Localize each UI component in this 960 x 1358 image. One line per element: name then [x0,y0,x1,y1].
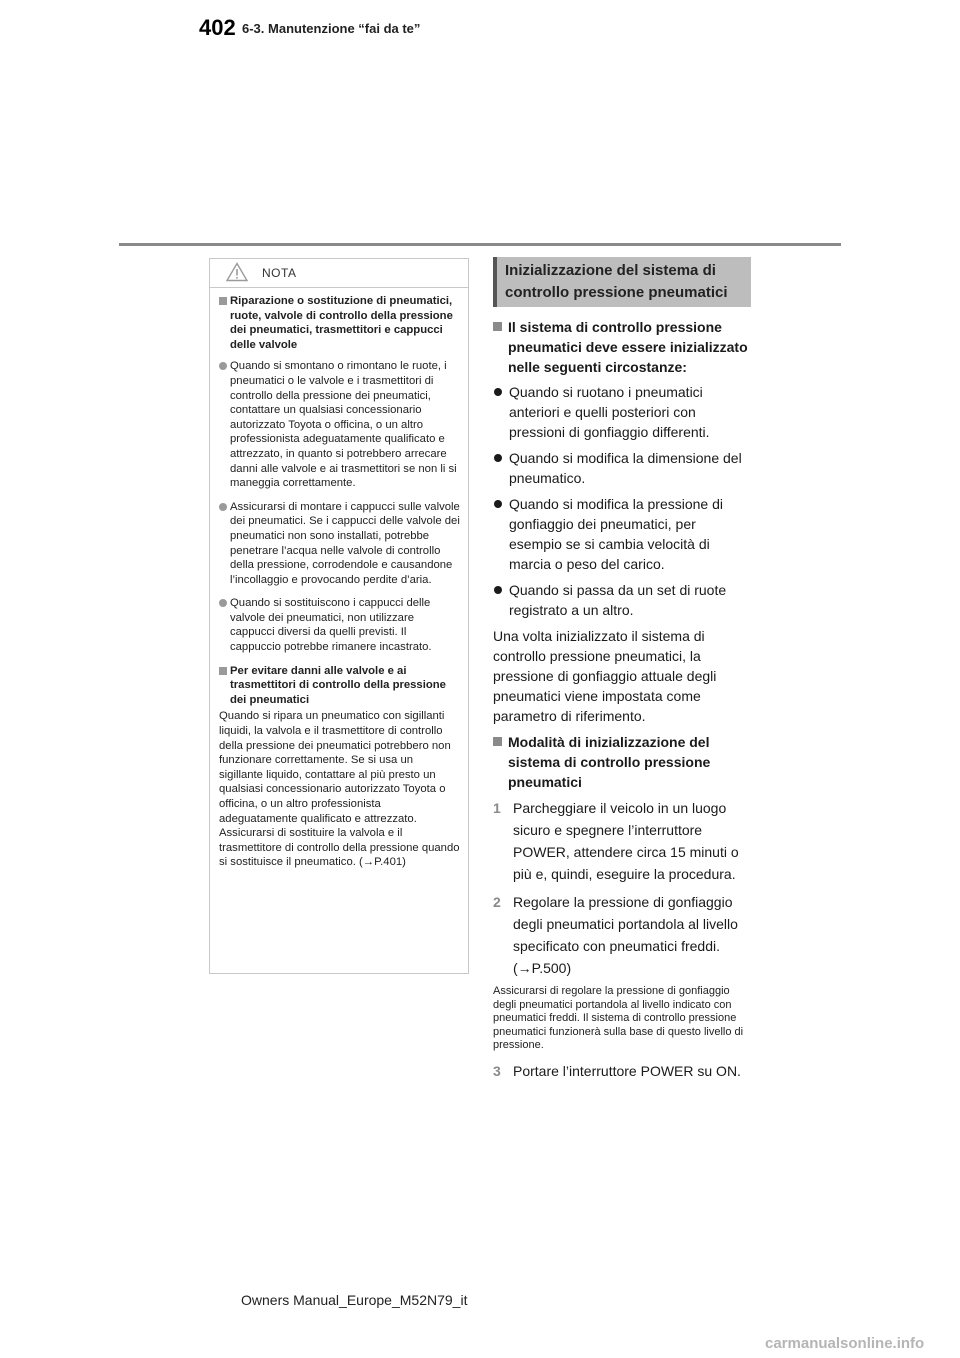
round-bullet-icon [219,503,227,511]
subheading-circumstances: Il sistema di controllo pressione pneumatici deve essere inizializzato nelle seguenti circostanze: [493,317,751,377]
note-heading-repair: Riparazione o sostituzione di pneumatici, ruote, valvole di controllo della pressione dei pneumatici, trasmettitori e cappucci delle valvole [219,294,460,352]
note-bullet: Assicurarsi di montare i cappucci sulle valvole dei pneumatici. Se i cappucci delle valvole dei pneumatici non sono installati, potrebbe penetrare l’acqua nelle valvole di controllo della pressione, corrodendole e causandone l’incollaggio e provocando perdite d’aria. [219,500,460,588]
step-2-note: Assicurarsi di regolare la pressione di gonfiaggio degli pneumatici portandola al livello indicato con pneumatici freddi. Il sistema di controllo pressione pneumatici funzionerà sulla base di questo livello di pressione. [493,985,744,1051]
step-2: 2 Regolare la pressione di gonfiaggio degli pneumatici portandola al livello specificato con pneumatici freddi. (→P.500) [493,894,738,976]
square-bullet-icon [493,322,502,331]
page-number: 402 [199,15,236,40]
list-item: Quando si ruotano i pneumatici anteriori e quelli posteriori con pressioni di gonfiaggio differenti. [493,382,751,442]
note-title: NOTA [262,266,297,280]
footer-manual-id: Owners Manual_Europe_M52N79_it [241,1292,468,1308]
square-bullet-icon [219,297,227,305]
note-bullet: Quando si sostituiscono i cappucci delle valvole dei pneumatici, non utilizzare cappucci diversi da quelli previsti. Il cappuccio potrebbe rimanere incastrato. [219,596,460,654]
round-bullet-icon [494,586,502,594]
warning-triangle-icon [226,262,248,287]
section-body [493,317,751,1082]
round-bullet-icon [494,388,502,396]
list-item: Quando si passa da un set di ruote registrato a un altro. [493,580,751,620]
section-reference: 6-3. Manutenzione “fai da te” [242,21,421,36]
list-item: Quando si modifica la dimensione del pneumatico. [493,448,751,488]
reference-paragraph: Una volta inizializzato il sistema di controllo pressione pneumatici, la pressione di gonfiaggio attuale degli pneumatici viene impostata come parametro di riferimento. [493,628,717,724]
note-header [210,259,468,288]
right-column [493,257,751,1088]
header-rule [119,243,841,246]
round-bullet-icon [219,599,227,607]
note-body [210,288,468,870]
list-item: Quando si modifica la pressione di gonfiaggio dei pneumatici, per esempio se si cambia velocità di marcia o peso del carico. [493,494,751,574]
round-bullet-icon [219,362,227,370]
round-bullet-icon [494,500,502,508]
note-paragraph: Quando si ripara un pneumatico con sigillanti liquidi, la valvola e il trasmettitore di controllo della pressione dei pneumatici potrebbero non funzionare correttamente. Se si usa un sigillante liquido, contattare al più presto un qualsiasi concessionario autorizzato Toyota o officina, o un altro professionista adeguatamente qualificato e attrezzato. Assicurarsi di sostituire la valvola e il trasmettitore di controllo della pressione quando si sostituisce il pneumatico. (→P.401) [219,710,460,869]
subheading-procedure: Modalità di inizializzazione del sistema di controllo pressione pneumatici [493,732,751,792]
note-bullet: Quando si smontano o rimontano le ruote, i pneumatici o le valvole e i trasmettitori di controllo della pressione dei pneumatici, contattare un qualsiasi concessionario autorizzato Toyota o officina, o un altro professionista adeguatamente qualificato e attrezzato, in quanto si potrebbero arrecare danni alle valvole e ai trasmettitori se non li si maneggia correttamente. [219,359,460,490]
title-accent-bar [493,257,497,307]
note-heading-damage: Per evitare danni alle valvole e ai trasmettitori di controllo della pressione dei pneumatici [219,664,460,708]
step-3: 3 Portare l’interruttore POWER su ON. [493,1062,741,1079]
square-bullet-icon [219,667,227,675]
watermark: carmanualsonline.info [765,1335,925,1352]
caution-note-box [209,258,469,974]
section-title: Inizializzazione del sistema di controllo pressione pneumatici [493,257,751,307]
step-1: 1 Parcheggiare il veicolo in un luogo sicuro e spegnere l’interruttore POWER, attendere circa 15 minuti o più e, quindi, eseguire la procedura. [493,800,739,882]
square-bullet-icon [493,737,502,746]
round-bullet-icon [494,454,502,462]
